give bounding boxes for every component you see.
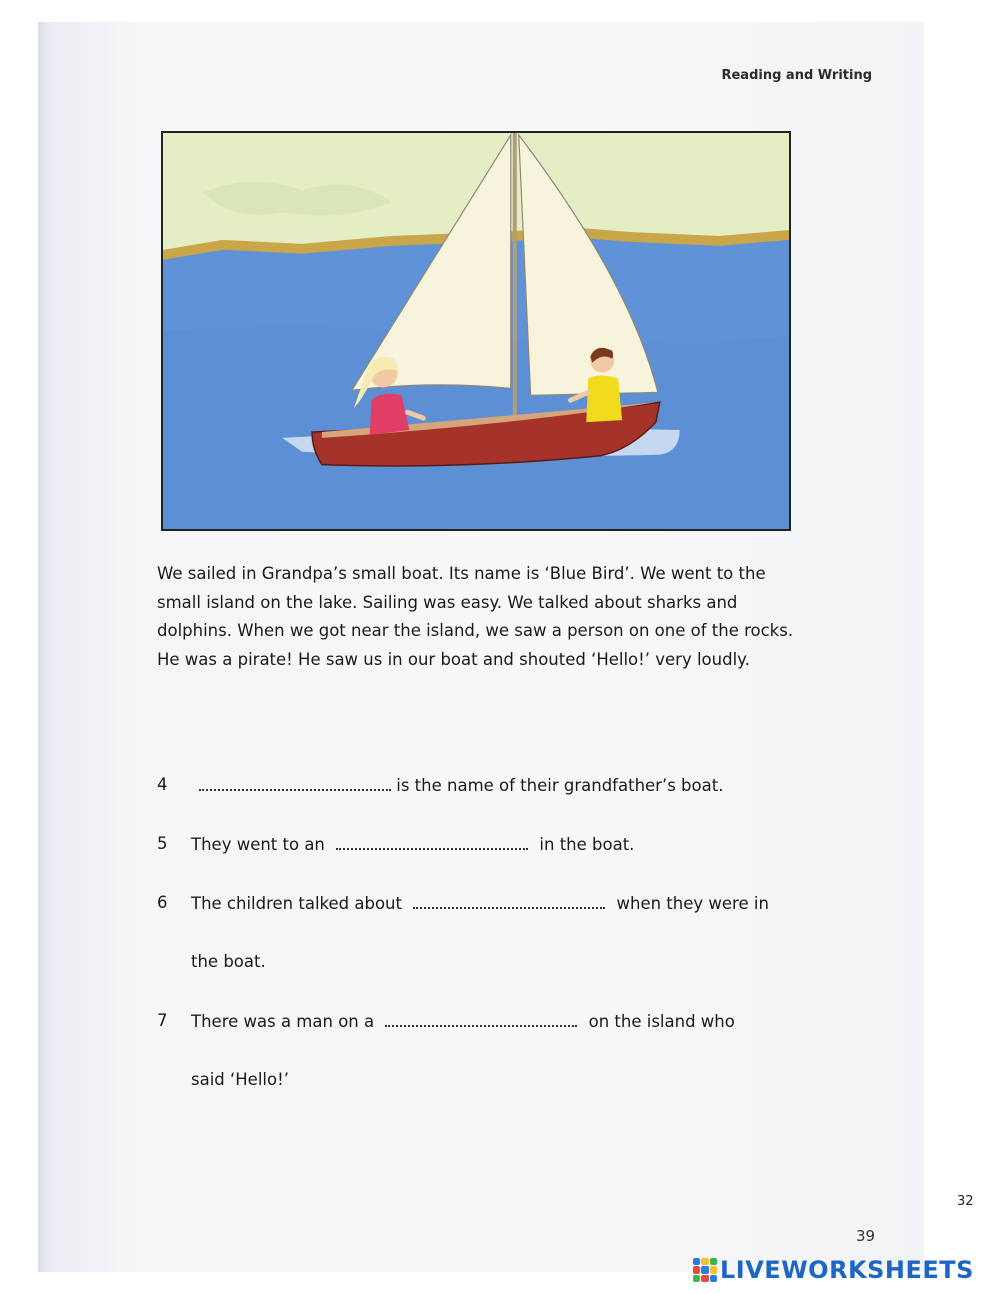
question-6-continuation: the boat. — [191, 952, 266, 971]
question-text-before: There was a man on a — [191, 1012, 375, 1031]
question-number: 6 — [157, 893, 168, 912]
answer-blank-5[interactable] — [336, 834, 528, 850]
logo-text: LIVEWORKSHEETS — [720, 1256, 974, 1284]
answer-blank-6[interactable] — [413, 893, 605, 909]
liveworksheets-logo[interactable] — [693, 1256, 974, 1284]
page-number-right: 32 — [957, 1194, 974, 1209]
page-shadow — [38, 22, 50, 1272]
question-number: 4 — [157, 775, 168, 794]
question-text-after: on the island who — [588, 1012, 735, 1031]
question-7-continuation: said ‘Hello!’ — [191, 1070, 289, 1089]
question-number: 7 — [157, 1011, 168, 1030]
story-paragraph: We sailed in Grandpa’s small boat. Its name is ‘Blue Bird’. We went to the small island on the lake. Sailing was easy. We talked about sharks and dolphins. When we got near the island, we saw a person on one of the rocks. He was a pirate! He saw us in our boat and shouted ‘Hello!’ very loudly. — [157, 564, 794, 669]
section-header: Reading and Writing — [721, 68, 872, 83]
answer-blank-4[interactable] — [199, 775, 391, 791]
question-text-after: is the name of their grandfather’s boat. — [396, 776, 724, 795]
sailboat-scene — [163, 133, 789, 529]
question-text-before: The children talked about — [191, 894, 402, 913]
logo-grid-icon — [693, 1258, 717, 1282]
question-text-after: when they were in — [616, 894, 769, 913]
question-text-after: in the boat. — [539, 835, 635, 854]
book-page-number: 39 — [856, 1227, 876, 1245]
question-number: 5 — [157, 834, 168, 853]
answer-blank-7[interactable] — [385, 1011, 577, 1027]
question-text-before: They went to an — [191, 835, 325, 854]
sailboat-illustration — [161, 131, 791, 531]
